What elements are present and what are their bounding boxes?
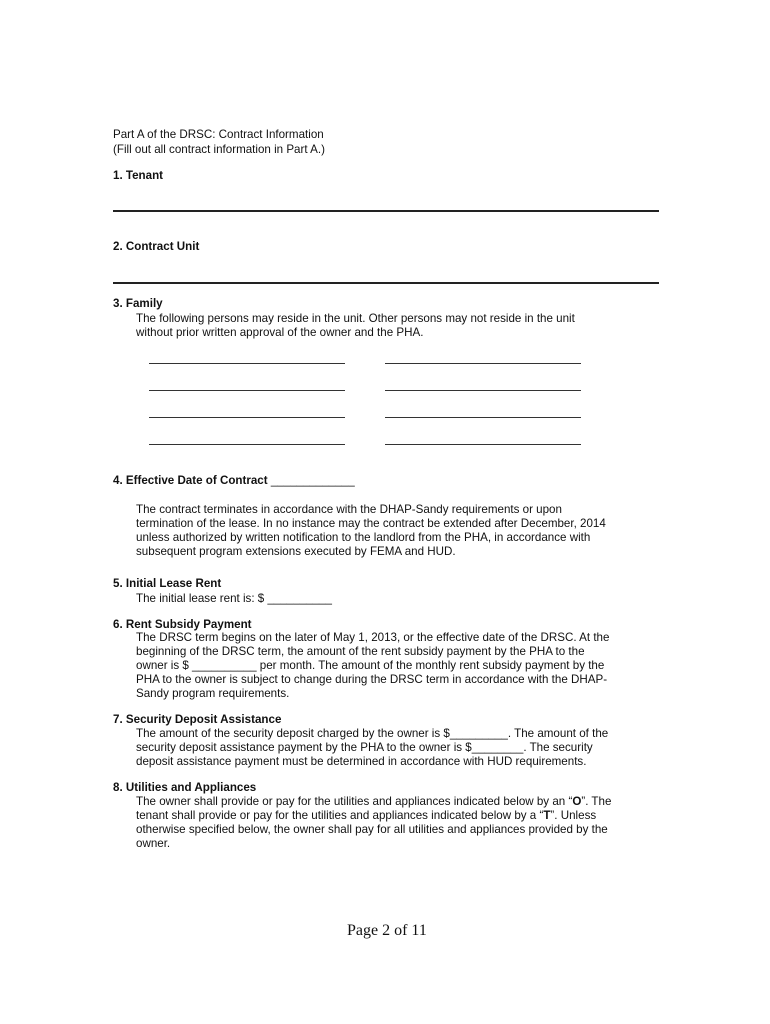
family-member-field[interactable]: [149, 444, 345, 445]
family-member-field[interactable]: [385, 417, 581, 418]
family-text-line: without prior written approval of the owner and the PHA.: [136, 326, 424, 339]
rent-subsidy-text-line: Sandy program requirements.: [136, 687, 290, 700]
utilities-text-line: [136, 809, 596, 823]
rent-subsidy-text-line: The DRSC term begins on the later of May 1, 2013, or the effective date of the DRSC. At the: [136, 631, 610, 644]
utilities-heading: 8. Utilities and Appliances: [113, 781, 257, 794]
effective-date-field[interactable]: _____________: [270, 474, 355, 487]
rent-subsidy-text-line: PHA to the owner is subject to change during the DRSC term in accordance with the DHAP-: [136, 673, 608, 686]
initial-rent-field[interactable]: The initial lease rent is: $ __________: [136, 592, 332, 605]
security-deposit-heading: 7. Security Deposit Assistance: [113, 713, 282, 726]
utilities-text-line: owner.: [136, 837, 171, 850]
family-member-field[interactable]: [385, 444, 581, 445]
security-deposit-text-line: deposit assistance payment must be determined in accordance with HUD requirements.: [136, 755, 587, 768]
utilities-text-line: otherwise specified below, the owner shall pay for all utilities and appliances provided by the: [136, 823, 608, 836]
termination-text-line: unless authorized by written notification to the landlord from the PHA, in accordance with: [136, 531, 591, 544]
family-text-line: The following persons may reside in the unit. Other persons may not reside in the unit: [136, 312, 575, 325]
page-number: Page 2 of 11: [347, 922, 427, 939]
rent-subsidy-heading: 6. Rent Subsidy Payment: [113, 618, 252, 631]
family-member-field[interactable]: [385, 363, 581, 364]
security-deposit-text-line[interactable]: The amount of the security deposit charged by the owner is $_________. The amount of the: [136, 727, 609, 740]
termination-text-line: The contract terminates in accordance with the DHAP-Sandy requirements or upon: [136, 503, 562, 516]
family-member-field[interactable]: [149, 390, 345, 391]
utilities-text: ”. The: [581, 795, 612, 808]
security-deposit-text-line[interactable]: security deposit assistance payment by the PHA to the owner is $________. The security: [136, 741, 593, 754]
rent-subsidy-text-line[interactable]: owner is $ __________ per month. The amount of the monthly rent subsidy payment by the: [136, 659, 605, 672]
page-title: Part A of the DRSC: Contract Information: [113, 128, 324, 141]
family-member-field[interactable]: [149, 417, 345, 418]
tenant-field[interactable]: [113, 210, 659, 212]
effective-date-row: [113, 474, 355, 488]
family-member-field[interactable]: [149, 363, 345, 364]
page-subtitle: (Fill out all contract information in Part A.): [113, 143, 325, 156]
family-heading: 3. Family: [113, 297, 163, 310]
effective-date-heading: 4. Effective Date of Contract: [113, 474, 268, 487]
tenant-heading: 1. Tenant: [113, 169, 164, 182]
rent-subsidy-text-line: beginning of the DRSC term, the amount of the rent subsidy payment by the PHA to the: [136, 645, 585, 658]
initial-rent-heading: 5. Initial Lease Rent: [113, 577, 222, 590]
utilities-text: The owner shall provide or pay for the utilities and appliances indicated below by an “: [136, 795, 573, 808]
family-member-field[interactable]: [385, 390, 581, 391]
owner-code: O: [572, 795, 582, 808]
utilities-text-line: [136, 795, 611, 809]
contract-unit-heading: 2. Contract Unit: [113, 240, 200, 253]
utilities-text: tenant shall provide or pay for the utilities and appliances indicated below by a “: [136, 809, 544, 822]
utilities-text: ”. Unless: [550, 809, 597, 822]
contract-unit-field[interactable]: [113, 282, 659, 284]
termination-text-line: subsequent program extensions executed by FEMA and HUD.: [136, 545, 456, 558]
termination-text-line: termination of the lease. In no instance may the contract be extended after December, 2014: [136, 517, 606, 530]
tenant-code: T: [543, 809, 551, 822]
